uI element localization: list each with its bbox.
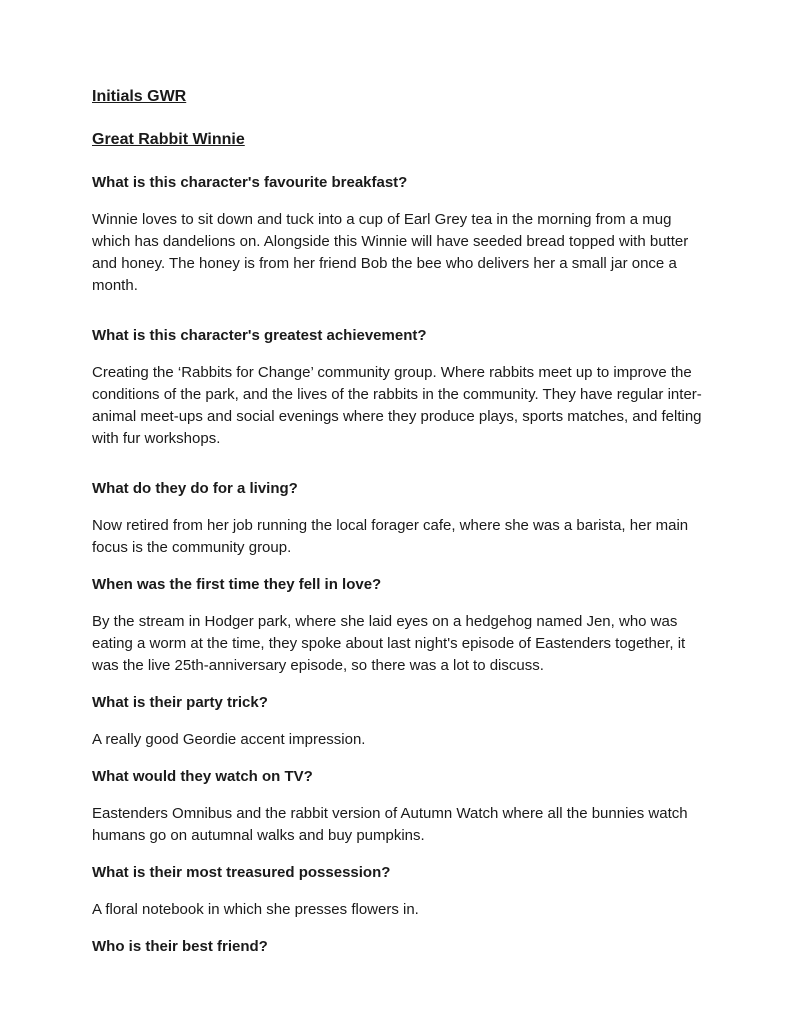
- answer-favourite-breakfast: Winnie loves to sit down and tuck into a cup of Earl Grey tea in the morning from a mug which has dandelions on. Alongside this Winnie will have seeded bread topped with butter and honey. The honey is from her friend Bob the bee who delivers her a small jar once a month.: [92, 211, 689, 294]
- question-living: What do they do for a living?: [92, 480, 298, 497]
- answer-party-trick: A really good Geordie accent impression.: [92, 731, 366, 748]
- answer-treasured-possession: A floral notebook in which she presses flowers in.: [92, 901, 419, 918]
- document-content: [92, 86, 706, 958]
- question-treasured-possession: What is their most treasured possession?: [92, 864, 391, 881]
- question-watch-tv: What would they watch on TV?: [92, 768, 313, 785]
- answer-greatest-achievement: Creating the ‘Rabbits for Change’ community group. Where rabbits meet up to improve the conditions of the park, and the lives of the rabbits in the community. They have regular inter-animal meet-ups and social evenings where they produce plays, sports matches, and felting with fur workshops.: [92, 364, 702, 447]
- question-best-friend: Who is their best friend?: [92, 938, 268, 955]
- answer-fell-in-love: By the stream in Hodger park, where she laid eyes on a hedgehog named Jen, who was eating a worm at the time, they spoke about last night's episode of Eastenders together, it was the live 25th-anniversary episode, so there was a lot to discuss.: [92, 613, 686, 674]
- question-fell-in-love: When was the first time they fell in love?: [92, 576, 382, 593]
- answer-watch-tv: Eastenders Omnibus and the rabbit version of Autumn Watch where all the bunnies watch humans go on autumnal walks and buy pumpkins.: [92, 805, 688, 844]
- doc-heading-initials: Initials GWR: [92, 88, 187, 105]
- doc-heading-character-name: Great Rabbit Winnie: [92, 131, 245, 148]
- question-party-trick: What is their party trick?: [92, 694, 268, 711]
- answer-living: Now retired from her job running the local forager cafe, where she was a barista, her main focus is the community group.: [92, 517, 689, 556]
- question-favourite-breakfast: What is this character's favourite breakfast?: [92, 174, 408, 191]
- question-greatest-achievement: What is this character's greatest achievement?: [92, 327, 427, 344]
